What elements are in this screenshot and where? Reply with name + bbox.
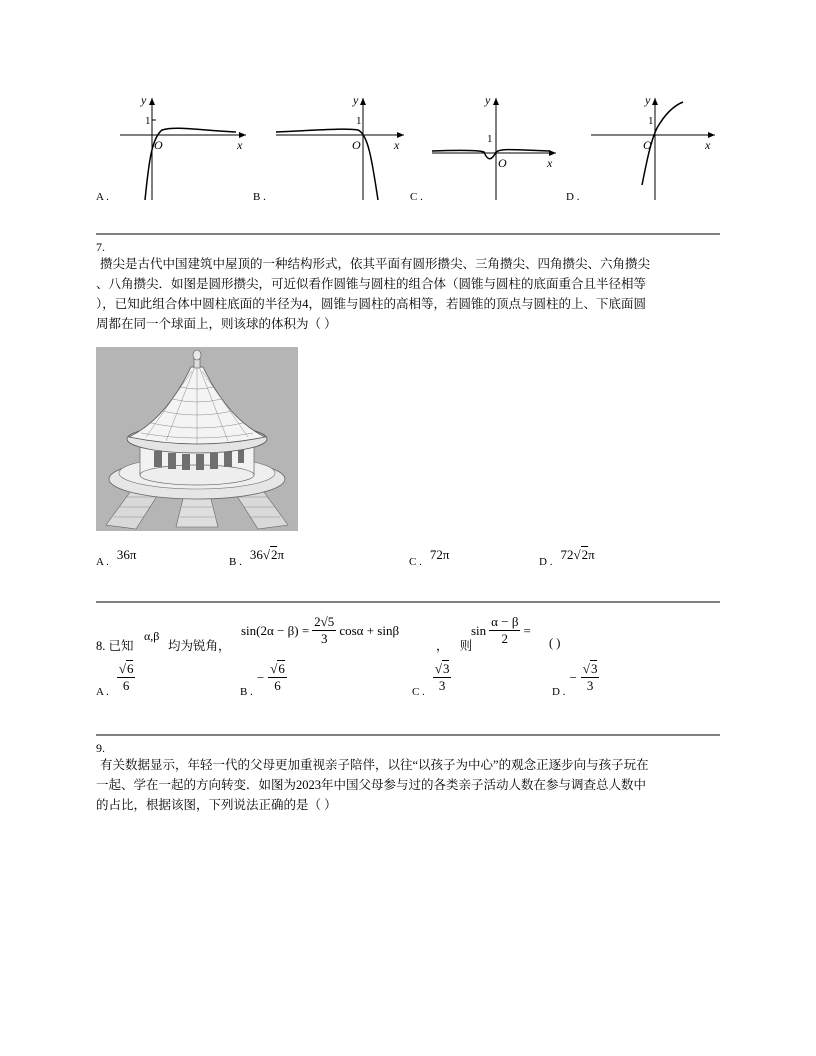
q8-stem: [96, 636, 134, 654]
option-label: B .: [240, 685, 253, 698]
option-sign: −: [569, 669, 577, 685]
numerator: √6: [118, 661, 134, 676]
y-axis-label: y: [645, 93, 651, 107]
q8-then: [436, 636, 472, 654]
q6-option-b[interactable]: B .: [253, 191, 266, 203]
q7-option-c[interactable]: [409, 547, 450, 570]
x-axis-label: x: [547, 156, 553, 170]
option-label: D .: [539, 556, 553, 568]
divider: [96, 601, 720, 603]
text-line: 攒尖是古代中国建筑中屋顶的一种结构形式，依其平面有圆形攒尖、三角攒尖、四角攒尖、六角攒尖: [100, 257, 651, 271]
ask-eq: =: [523, 622, 531, 638]
radicand: 6: [126, 661, 134, 676]
text-line: 有关数据显示，年轻一代的父母更加重视亲子陪伴，以往“以孩子为中心”的观念正逐步向与孩子玩在: [100, 758, 649, 772]
pi: π: [129, 547, 137, 562]
radicand: 3: [442, 661, 450, 676]
text-line: 周都在同一个球面上，则该球的体积为（ ）: [96, 317, 337, 331]
question-number: 8.: [96, 639, 106, 653]
q8-ask: [471, 614, 531, 647]
radicand: 3: [590, 661, 598, 676]
question-text: [96, 254, 724, 334]
question-number: 9.: [96, 741, 105, 755]
q8-vars: α,β: [144, 629, 160, 643]
stem-intro: 已知: [108, 639, 134, 653]
tick-one-label: 1: [356, 115, 362, 127]
option-value: [430, 547, 450, 562]
q6-option-c[interactable]: C .: [410, 191, 423, 203]
answer-paren: ( ): [549, 636, 561, 650]
option-label: D .: [552, 685, 566, 698]
option-fraction: [268, 661, 287, 694]
origin-label: O: [352, 138, 361, 152]
ask-fn: sin: [471, 622, 487, 638]
option-label: A .: [96, 556, 109, 568]
origin-label: O: [154, 138, 163, 152]
coef: 36: [249, 547, 263, 562]
q6-graph-b: [270, 90, 420, 210]
eq-denominator: 3: [320, 631, 328, 646]
option-label: C .: [412, 685, 425, 698]
q7-option-d[interactable]: [539, 547, 595, 570]
q8-option-c[interactable]: [412, 661, 451, 698]
option-label: C .: [409, 556, 422, 568]
tick-one-label: 1: [487, 133, 493, 145]
radicand: 2: [270, 547, 278, 562]
numerator: √3: [434, 661, 450, 676]
q8-option-b[interactable]: [240, 661, 287, 698]
option-label: A .: [96, 685, 109, 698]
tick-one-label: 1: [145, 115, 151, 127]
x-axis-label: x: [705, 138, 711, 152]
text-line: 一起、学在一起的方向转变．如图为2023年中国父母参与过的各类亲子活动人数在参与调查总人数中: [96, 778, 647, 792]
origin-label: O: [643, 138, 652, 152]
temple-illustration: [96, 347, 298, 531]
text-line: 的占比，根据该图，下列说法正确的是（ ）: [96, 798, 337, 812]
option-fraction: [117, 661, 136, 694]
option-sign: −: [256, 669, 265, 685]
coef: 72: [429, 547, 443, 562]
denominator: 3: [586, 678, 594, 693]
q8-option-a[interactable]: [96, 661, 135, 698]
comma: ，: [436, 639, 449, 653]
denominator: 3: [438, 678, 446, 693]
q6-graph-a: [96, 90, 256, 210]
ask-denominator: 2: [501, 631, 509, 646]
denominator: 6: [274, 678, 281, 693]
divider: [96, 734, 720, 736]
q7-option-b[interactable]: [229, 547, 285, 570]
x-axis-label: x: [394, 138, 400, 152]
text-line: 、八角攒尖．如图是圆形攒尖，可近似看作圆锥与圆柱的组合体（圆锥与圆柱的底面重合且半径相等: [96, 277, 647, 291]
coef: 72: [560, 547, 574, 562]
q8-cond: 均为锐角，: [168, 639, 231, 653]
eq-fraction: [312, 614, 336, 647]
q8-equation: [241, 614, 399, 647]
divider: [96, 233, 720, 235]
x-axis-label: x: [237, 138, 243, 152]
tick-one-label: 1: [648, 115, 654, 127]
denominator: 6: [122, 678, 130, 693]
radicand: 6: [278, 661, 285, 676]
q6-option-a[interactable]: A .: [96, 191, 109, 203]
option-fraction: [581, 661, 600, 694]
q8-option-d[interactable]: [552, 661, 599, 698]
question-text: [96, 755, 724, 815]
option-label: B .: [229, 556, 242, 568]
origin-label: O: [498, 156, 507, 170]
eq-left: sin(2α − β) =: [241, 622, 310, 638]
q6-graph-c: [430, 90, 570, 210]
coef: 36: [116, 547, 130, 562]
y-axis-label: y: [141, 93, 147, 107]
y-axis-label: y: [485, 93, 491, 107]
text-line: ），已知此组合体中圆柱底面的半径为4，圆锥与圆柱的高相等，若圆锥的顶点与圆柱的上、下底面圆: [96, 297, 647, 311]
numerator: √6: [270, 661, 285, 676]
y-axis-label: y: [353, 93, 359, 107]
q6-option-d[interactable]: D .: [566, 191, 580, 203]
option-value: 72√2π: [560, 547, 595, 562]
eq-right: cosα + sinβ: [339, 622, 400, 638]
radicand: 2: [581, 547, 589, 562]
q6-graph-d: [585, 90, 725, 210]
ask-fraction: [489, 614, 520, 647]
option-value: [117, 547, 137, 562]
eq-numerator: 2√5: [314, 614, 335, 629]
pi: π: [588, 547, 595, 562]
pi: π: [442, 547, 450, 562]
option-fraction: [433, 661, 452, 694]
numerator: √3: [582, 661, 598, 676]
question-number: 7.: [96, 240, 105, 254]
pi: π: [277, 547, 285, 562]
then-word: 则: [459, 639, 473, 653]
q7-option-a[interactable]: [96, 547, 137, 570]
ask-numerator: α − β: [491, 614, 519, 629]
option-value: 36√2π: [249, 547, 285, 562]
